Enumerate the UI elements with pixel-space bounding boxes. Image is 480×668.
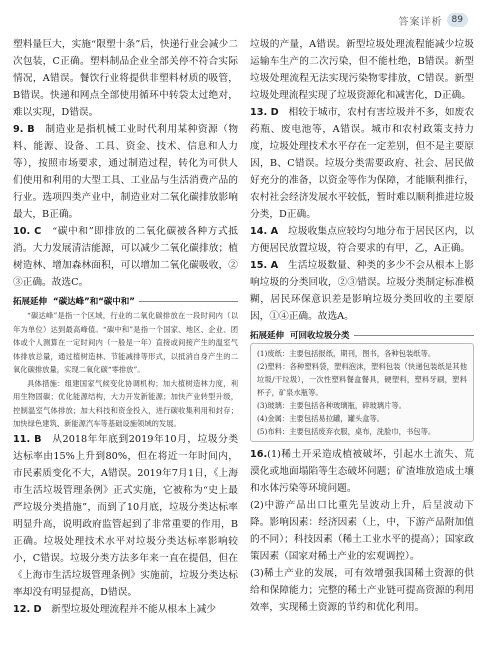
question-number: 12. D [13, 603, 42, 615]
extension-header [250, 329, 474, 341]
list-item: (3)玻璃：主要包括各种玻璃瓶，碎玻璃片等。 [257, 401, 406, 410]
left-column [13, 36, 238, 660]
list-item: (5)布料：主要包括废弃衣服，桌布，洗脸巾，书包等。 [257, 427, 436, 436]
question-number: 9. B [13, 124, 35, 135]
list-item: (1)废纸：主要包括报纸，期刊，图书，各种包装纸等。 [257, 349, 436, 358]
question-number: 14. A [250, 226, 279, 237]
page-number: 89 [447, 13, 468, 27]
divider [139, 301, 238, 302]
question-number: 15. A [250, 260, 279, 271]
answer-text: 从2018年年底到2019年10月，垃圾分类达标率由15%上升到80%，但在将近一年时间内，市民素质变化不大，A错误。2019年7月1日，《上海市生活垃圾管理条例》正式实施，它被称为“史上最严垃圾分类措施”，而到了10月底，垃圾分类达标率明显升高，说明政府监管起到了非常重要的作用，B正确。垃圾处理技术水平对垃圾分类达标率影响较小，C错误。垃圾分类方法多年来一直在提倡，但在《上海市生活垃圾管理条例》实施前，垃圾分类达标率却没有明显提高，D错误。 [13, 433, 238, 598]
answer-9 [13, 121, 238, 223]
question-number: 10. C [13, 226, 42, 237]
header-title: 答案详析 [398, 16, 443, 28]
list-item: (2)塑料：各种塑料袋，塑料泡沫，塑料包装（快递包装纸是其他垃圾/干垃圾），一次性塑料餐盒餐具，硬塑料，塑料牙刷，塑料杯子，矿泉水瓶等。 [257, 362, 467, 397]
answer-12 [13, 601, 238, 618]
question-number: 11. B [13, 433, 42, 445]
answer-text: 生活垃圾数量、种类的多少不会从根本上影响垃圾的分类回收，②③错误。垃圾分类制定标准模糊，居民环保意识差是影响垃圾分类回收的主要原因，①④正确。故选A。 [250, 260, 474, 322]
extension-header [13, 295, 238, 307]
extension-title: 可回收垃圾分类 [290, 331, 350, 341]
extension-paragraph: 具体措施：组建国家气候变化协调机构；加大植树造林力度，利用生物固碳；优化能源结构，大力开发新能源；加快产业转型升级，控制温室气体排放；加大科技和资金投入，进行碳收集利用和封存；加快绿色建筑、新能源汽车等基础设施领域的发展。 [13, 378, 238, 428]
answer-continued-paragraph: 垃圾的产量，A错误。新型垃圾处理流程能减少垃圾运输车生产的二次污染，但不能杜绝，B错误。新型垃圾处理流程无法实现污染物零排放，C错误。新型垃圾处理流程实现了垃圾资源化和减害化，D正确。 [250, 39, 474, 101]
answer-10 [13, 223, 238, 291]
answer-text: 制造业是指机械工业时代利用某种资源（物料、能源、设备、工具、资金、技术、信息和人力等），按照市场要求，通过制造过程，转化为可供人们使用和利用的大型工具、工业品与生活消费产品的行业。选项四类产业中，制造业对二氧化碳排放影响最大，B正确。 [13, 124, 238, 220]
recyclable-list [250, 343, 474, 442]
extension-paragraph: “碳达峰”是指一个区域，行业的二氧化碳排放在一段时间内（以年为单位）达到最高峰值。“碳中和”是指一个国家、地区、企业、团体或个人测算在一定时间内（一般是一年）直接或间接产生的温室气体排放总量，通过植树造林、节能减排等形式，以抵消自身产生的二氧化碳排放量，实现二氧化碳“零排放”。 [13, 311, 238, 374]
answer-16-part: (3)稀土产业的发展，可有效增强我国稀土资源的供给和保障能力；完整的稀土产业链可提高资源的利用效率，实现稀土资源的节约和优化利用。 [250, 568, 474, 613]
answer-11 [13, 431, 238, 601]
answer-16 [250, 446, 474, 497]
extension-tag: 拓展延伸 [250, 331, 285, 341]
extension-tag: 拓展延伸 [13, 297, 48, 307]
answer-continued-paragraph: 塑料量巨大，实施“限塑十条”后，快递行业会减少二次包装，C正确。塑料制品企业全部关停不符合实际情况，A错误。餐饮行业将提供非塑料材质的吸管，B错误。快递和网点全部使用循环中转袋太过绝对，难以实现，D错误。 [13, 39, 238, 118]
answer-14 [250, 223, 474, 257]
answer-text: 新型垃圾处理流程并不能从根本上减少 [51, 603, 216, 615]
answer-13 [250, 104, 474, 223]
divider [354, 335, 474, 336]
page-header [399, 12, 468, 28]
answer-16-part: (2)中游产品出口比重先呈波动上升，后呈波动下降。影响因素：经济因素（上，中，下游产品附加值的不同）；科技因素（稀土工业水平的提高）；国家政策因素（国家对稀土产业的宏观调控）。 [250, 500, 474, 562]
answer-text: “碳中和”即排放的二氧化碳被各种方式抵消。大力发展清洁能源，可以减少二氧化碳排放；植树造林、增加森林面积，可以增加二氧化碳吸收，②③正确。故选C。 [13, 226, 238, 288]
answer-15 [250, 257, 474, 325]
answer-text: 垃圾收集点应较均匀地分布于居民区内，以方便居民放置垃圾，符合要求的有甲，乙，A正确。 [250, 226, 474, 254]
question-number: 16. [250, 449, 268, 460]
question-number: 13. D [250, 107, 279, 118]
list-item: (4)金属：主要包括易拉罐，罐头盒等。 [257, 414, 385, 423]
extension-title: “碳达峰”和“碳中和” [53, 297, 135, 307]
answer-text: (1)稀土开采造成植被破坏，引起水土流失、荒漠化或地面塌陷等生态破坏问题；矿渣堆放造成土壤和水体污染等环境问题。 [250, 449, 474, 494]
right-column [250, 36, 474, 660]
answer-text: 相较于城市，农村有害垃圾并不多，如废农药瓶、废电池等，A错误。城市和农村政策支持力度，垃圾处理技术水平存在一定差别，但不是主要原因，B、C错误。垃圾分类需要政府、社会、居民做好充分的准备，以资金等作为保障，才能顺利推行，农村社会经济发展水平较低，暂时难以顺利推进垃圾分类，D正确。 [250, 107, 474, 220]
